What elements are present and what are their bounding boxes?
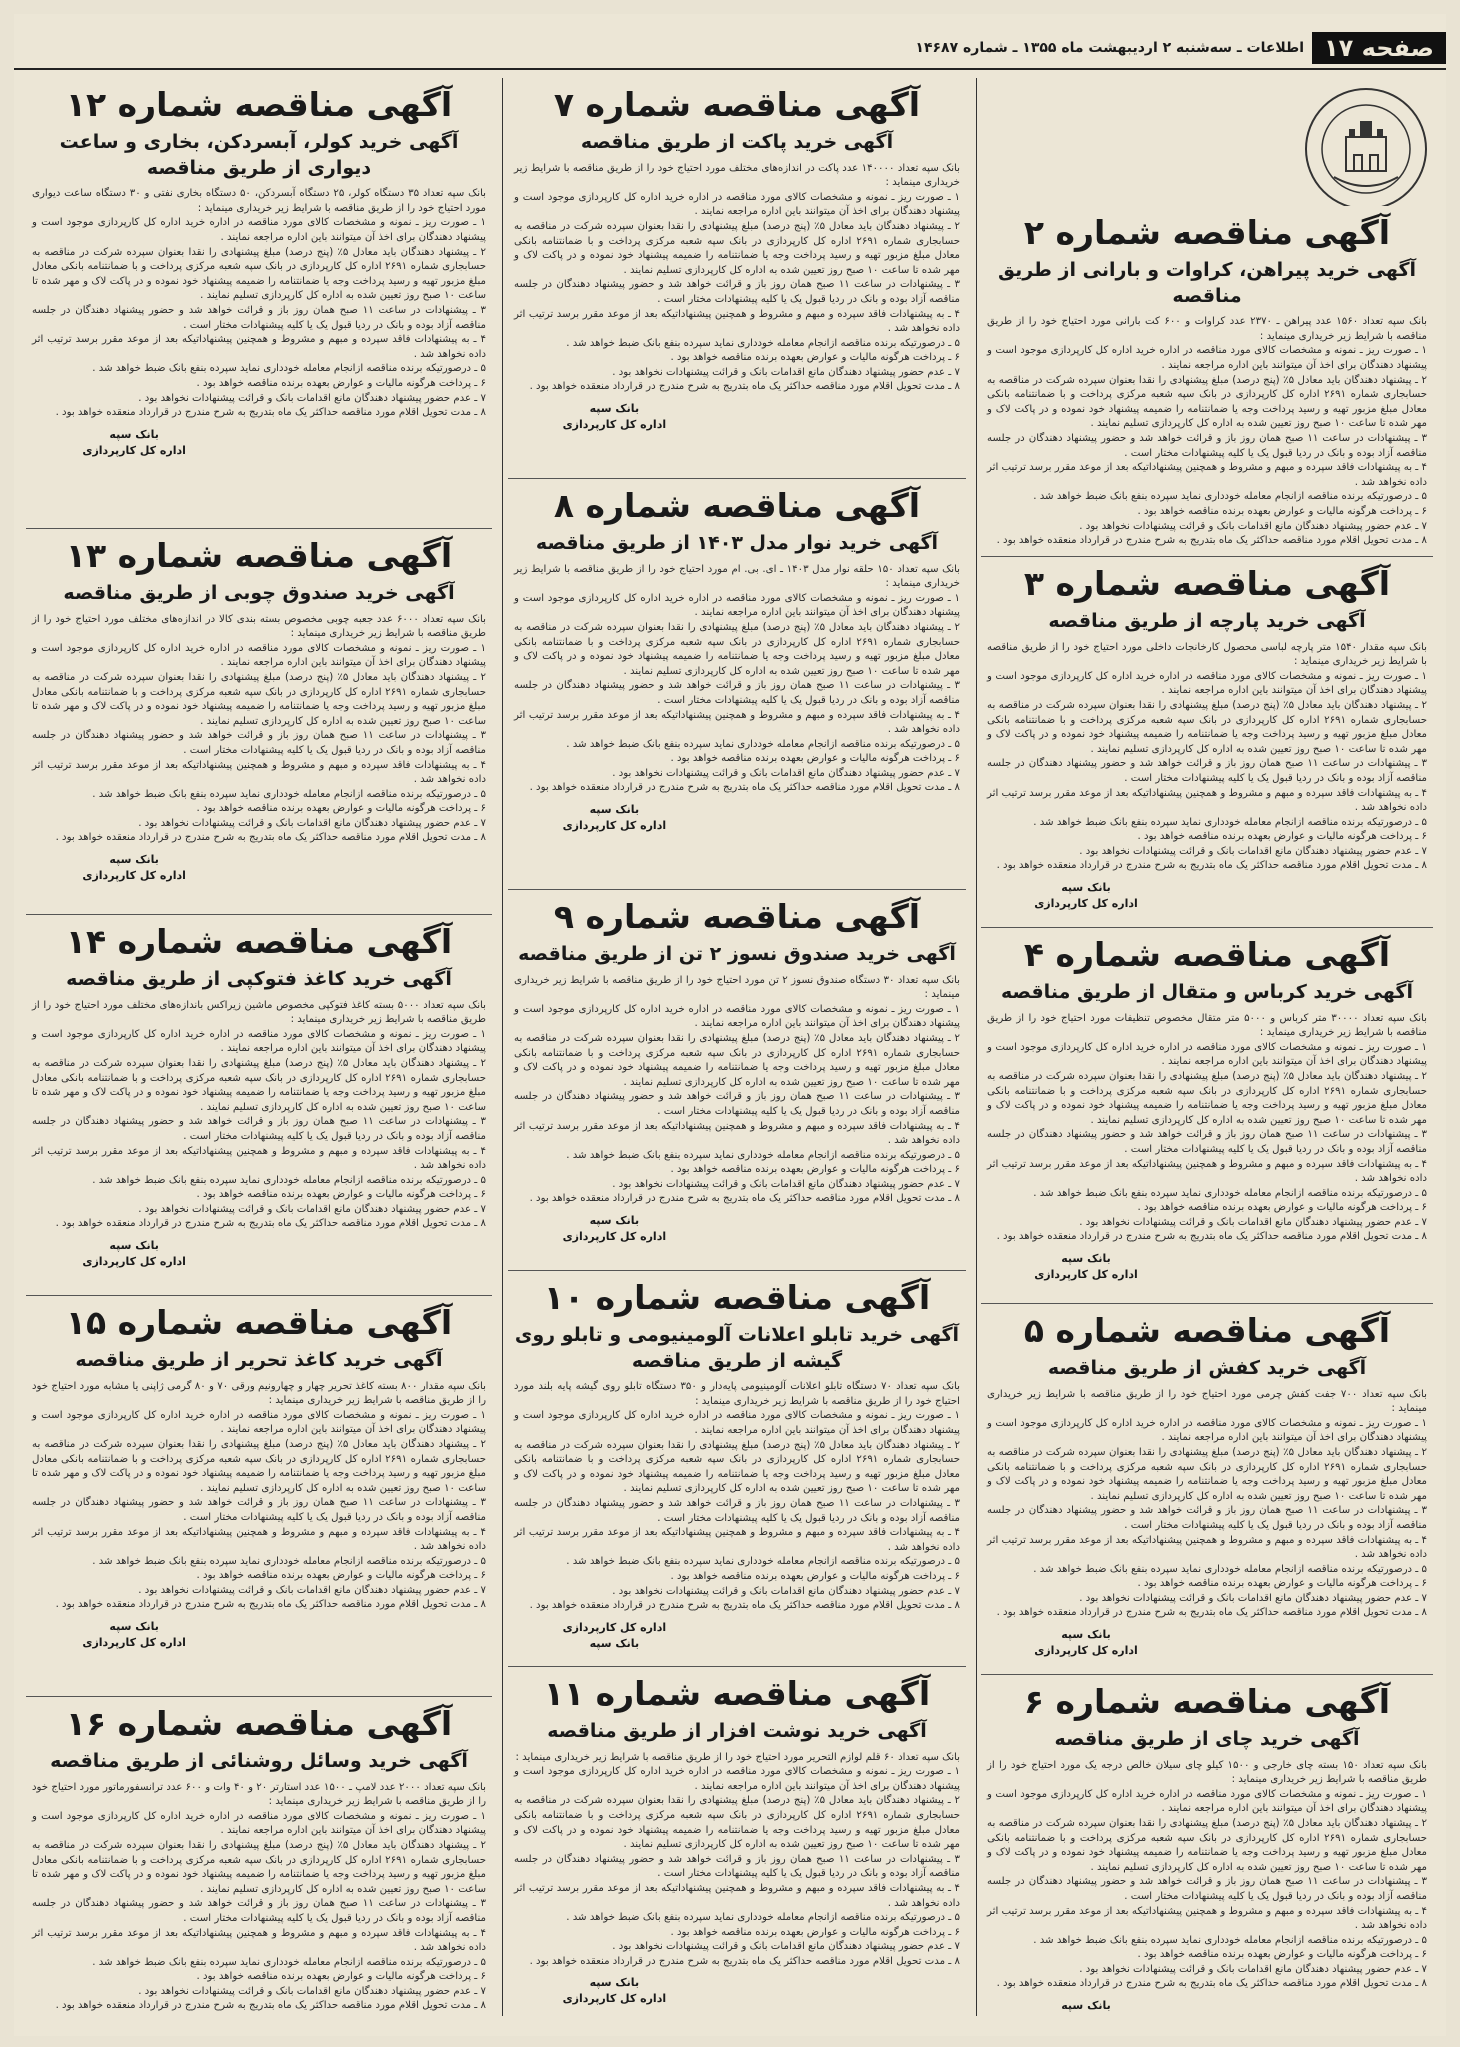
page-number: صفحه ۱۷ [1312, 32, 1446, 64]
tender-notice-13 [26, 529, 492, 915]
notice-title: آگهی مناقصه شماره ۱۲ [65, 85, 453, 124]
tender-notice-7 [508, 78, 966, 479]
bank-sepah-logo-icon [1305, 88, 1427, 206]
notice-title: آگهی مناقصه شماره ۱۶ [65, 1704, 453, 1743]
notice-title: آگهی مناقصه شماره ۸ [553, 486, 921, 525]
notice-subtitle: آگهی خرید چای از طریق مناقصه [1054, 1727, 1360, 1750]
tender-notice-11 [508, 1667, 966, 2016]
tender-notice-12 [26, 78, 492, 529]
notice-subtitle: آگهی خرید پیراهن، کراوات و بارانی از طریق مناقصه [997, 258, 1417, 307]
notice-title: آگهی مناقصه شماره ۶ [1023, 1682, 1391, 1721]
notice-signature: بانک سپه اداره کل کارپردازی [1034, 1252, 1138, 1282]
notice-body: بانک سپه تعداد ۲۰۰۰ عدد لامپ ـ ۱۵۰۰ عدد استارتر ۲۰ و ۴۰ وات و ۶۰۰ عدد ترانسفورماتور مورد احتیاج خود را از طریق مناقصه با شرایط زیر خریداری مینماید : ۱ ـ صورت ریز ـ نمونه و مشخصات کالای مورد مناقصه در اداره خرید اداره کل کارپردازی موجود است و پیشنهاد دهندگان برای اخذ آن میتوانند باین اداره مراجعه نمایند . ۲ ـ پیشنهاد دهندگان باید معادل ۵٪ (پنج درصد) مبلغ پیشنهادی را نقدا بعنوان سپرده شرکت در مناقصه به حسابجاری شماره ۲۶۹۱ اداره کل کارپردازی در بانک سپه شعبه مرکزی پرداخت و با ضمانتنامه بانکی معادل مبلغ مزبور تهیه و رسید پرداخت وجه یا ضمانتنامه را ضمیمه پیشنهاد خود نموده و در پاکت لاک و مهر شده تا ساعت ۱۰ صبح روز تعیین شده به اداره کل کارپردازی تسلیم نمایند . ۳ ـ پیشنهادات در ساعت ۱۱ صبح همان روز باز و قرائت خواهد شد و حضور پیشنهاد دهندگان در جلسه مناقصه آزاد بوده و بانک در ردیا قبول یک یا کلیه پیشنهادات مختار است . ۴ ـ به پیشنهادات فاقد سپرده و مبهم و مشروط و همچنین پیشنهاداتیکه بعد از موعد مقرر برسد ترتیب اثر داده نخواهد شد . ۵ ـ درصورتیکه برنده مناقصه ازانجام معامله خودداری نماید سپرده بنفع بانک ضبط خواهد شد . ۶ ـ پرداخت هرگونه مالیات و عوارض بعهده برنده مناقصه خواهد بود . ۷ ـ عدم حضور پیشنهاد دهندگان مانع اقدامات بانک و قرائت پیشنهادات نخواهد بود . ۸ ـ مدت تحویل اقلام مورد مناقصه حداکثر یک ماه بتدریج به شرح مندرج در قرارداد منعقده خواهد بود . [32, 1781, 487, 2012]
notice-body: بانک سپه تعداد ۱۵۰ بسته چای خارجی و ۱۵۰۰ کیلو چای سیلان خالص درجه یک مورد احتیاج خود را از طریق مناقصه با شرایط زیر خریداری مینماید : ۱ ـ صورت ریز ـ نمونه و مشخصات کالای مورد مناقصه در اداره خرید اداره کل کارپردازی موجود است و پیشنهاد دهندگان برای اخذ آن میتوانند باین اداره مراجعه نمایند . ۲ ـ پیشنهاد دهندگان باید معادل ۵٪ (پنج درصد) مبلغ پیشنهادی را نقدا بعنوان سپرده شرکت در مناقصه به حسابجاری شماره ۲۶۹۱ اداره کل کارپردازی در بانک سپه شعبه مرکزی پرداخت و با ضمانتنامه بانکی معادل مبلغ مزبور تهیه و رسید پرداخت وجه یا ضمانتنامه را ضمیمه پیشنهاد خود نموده و در پاکت لاک و مهر شده تا ساعت ۱۰ صبح روز تعیین شده به اداره کل کارپردازی تسلیم نمایند . ۳ ـ پیشنهادات در ساعت ۱۱ صبح همان روز باز و قرائت خواهد شد و حضور پیشنهاد دهندگان در جلسه مناقصه آزاد بوده و بانک در ردیا قبول یک یا کلیه پیشنهادات مختار است . ۴ ـ به پیشنهادات فاقد سپرده و مبهم و مشروط و همچنین پیشنهاداتیکه بعد از موعد مقرر برسد ترتیب اثر داده نخواهد شد . ۵ ـ درصورتیکه برنده مناقصه ازانجام معامله خودداری نماید سپرده بنفع بانک ضبط خواهد شد . ۶ ـ پرداخت هرگونه مالیات و عوارض بعهده برنده مناقصه خواهد بود . ۷ ـ عدم حضور پیشنهاد دهندگان مانع اقدامات بانک و قرائت پیشنهادات نخواهد بود . ۸ ـ مدت تحویل اقلام مورد مناقصه حداکثر یک ماه بتدریج به شرح مندرج در قرارداد منعقده خواهد بود . [987, 1759, 1428, 1990]
notice-signature: بانک سپه اداره کل کارپردازی [562, 402, 667, 432]
notice-body: بانک سپه مقدار ۸۰۰ بسته کاغذ تحریر چهار و چهارونیم ورقی ۷۰ و ۸۰ گرمی ژاپنی یا مشابه مورد احتیاج خود را از طریق مناقصه با شرایط زیر خریداری مینماید : ۱ ـ صورت ریز ـ نمونه و مشخصات کالای مورد مناقصه در اداره خرید اداره کل کارپردازی موجود است و پیشنهاد دهندگان برای اخذ آن میتوانند باین اداره مراجعه نمایند . ۲ ـ پیشنهاد دهندگان باید معادل ۵٪ (پنج درصد) مبلغ پیشنهادی را نقدا بعنوان سپرده شرکت در مناقصه به حسابجاری شماره ۲۶۹۱ اداره کل کارپردازی در بانک سپه شعبه مرکزی پرداخت و با ضمانتنامه بانکی معادل مبلغ مزبور تهیه و رسید پرداخت وجه یا ضمانتنامه را ضمیمه پیشنهاد خود نموده و در پاکت لاک و مهر شده تا ساعت ۱۰ صبح روز تعیین شده به اداره کل کارپردازی تسلیم نمایند . ۳ ـ پیشنهادات در ساعت ۱۱ صبح همان روز باز و قرائت خواهد شد و حضور پیشنهاد دهندگان در جلسه مناقصه آزاد بوده و بانک در ردیا قبول یک یا کلیه پیشنهادات مختار است . ۴ ـ به پیشنهادات فاقد سپرده و مبهم و مشروط و همچنین پیشنهاداتیکه بعد از موعد مقرر برسد ترتیب اثر داده نخواهد شد . ۵ ـ درصورتیکه برنده مناقصه ازانجام معامله خودداری نماید سپرده بنفع بانک ضبط خواهد شد . ۶ ـ پرداخت هرگونه مالیات و عوارض بعهده برنده مناقصه خواهد بود . ۷ ـ عدم حضور پیشنهاد دهندگان مانع اقدامات بانک و قرائت پیشنهادات نخواهد بود . ۸ ـ مدت تحویل اقلام مورد مناقصه حداکثر یک ماه بتدریج به شرح مندرج در قرارداد منعقده خواهد بود . [32, 1380, 487, 1611]
notice-signature: بانک سپه اداره کل کارپردازی [1034, 881, 1138, 911]
notice-title: آگهی مناقصه شماره ۹ [553, 897, 921, 936]
notice-subtitle: آگهی خرید صندوق نسوز ۲ تن از طریق مناقصه [518, 942, 956, 965]
tender-notice-9 [508, 890, 966, 1271]
notice-body: بانک سپه تعداد ۶۰ قلم لوازم التحریر مورد احتیاج خود را از طریق مناقصه با شرایط زیر خریداری مینماید : ۱ ـ صورت ریز ـ نمونه و مشخصات کالای مورد مناقصه در اداره خرید اداره کل کارپردازی موجود است و پیشنهاد دهندگان برای اخذ آن میتوانند باین اداره مراجعه نمایند . ۲ ـ پیشنهاد دهندگان باید معادل ۵٪ (پنج درصد) مبلغ پیشنهادی را نقدا بعنوان سپرده شرکت در مناقصه به حسابجاری شماره ۲۶۹۱ اداره کل کارپردازی در بانک سپه شعبه مرکزی پرداخت و با ضمانتنامه بانکی معادل مبلغ مزبور تهیه و رسید پرداخت وجه یا ضمانتنامه را ضمیمه پیشنهاد خود نموده و در پاکت لاک و مهر شده تا ساعت ۱۰ صبح روز تعیین شده به اداره کل کارپردازی تسلیم نمایند . ۳ ـ پیشنهادات در ساعت ۱۱ صبح همان روز باز و قرائت خواهد شد و حضور پیشنهاد دهندگان در جلسه مناقصه آزاد بوده و بانک در ردیا قبول یک یا کلیه پیشنهادات مختار است . ۴ ـ به پیشنهادات فاقد سپرده و مبهم و مشروط و همچنین پیشنهاداتیکه بعد از موعد مقرر برسد ترتیب اثر داده نخواهد شد . ۵ ـ درصورتیکه برنده مناقصه ازانجام معامله خودداری نماید سپرده بنفع بانک ضبط خواهد شد . ۶ ـ پرداخت هرگونه مالیات و عوارض بعهده برنده مناقصه خواهد بود . ۷ ـ عدم حضور پیشنهاد دهندگان مانع اقدامات بانک و قرائت پیشنهادات نخواهد بود . ۸ ـ مدت تحویل اقلام مورد مناقصه حداکثر یک ماه بتدریج به شرح مندرج در قرارداد منعقده خواهد بود . [514, 1751, 961, 1967]
notice-signature: اداره کل کارپردازی بانک سپه [562, 1620, 667, 1650]
notice-signature: بانک سپه اداره کل کارپردازی [82, 1239, 186, 1269]
notice-signature: بانک سپه اداره کل کارپردازی [82, 1620, 186, 1650]
notice-subtitle: آگهی خرید کفش از طریق مناقصه [1047, 1356, 1367, 1379]
notice-signature: بانک سپه [1061, 1999, 1111, 2013]
column-right [981, 78, 1433, 2016]
page-header [14, 28, 1446, 70]
notice-signature: بانک سپه اداره کل کارپردازی [562, 1976, 667, 2006]
newspaper-page [14, 14, 1446, 2036]
tender-notice-2 [981, 206, 1433, 557]
column-left [26, 78, 503, 2016]
tender-notice-15 [26, 1296, 492, 1697]
tender-notice-10 [508, 1271, 966, 1667]
notice-subtitle: آگهی خرید تابلو اعلانات آلومینیومی و تابلو روی گیشه از طریق مناقصه [514, 1323, 960, 1372]
notice-body: بانک سپه تعداد ۶۰۰۰ عدد جعبه چوبی مخصوص بسته بندی کالا در اندازه‌های مختلف مورد احتیاج خود را از طریق مناقصه با شرایط زیر خریداری مینماید : ۱ ـ صورت ریز ـ نمونه و مشخصات کالای مورد مناقصه در اداره خرید اداره کل کارپردازی موجود است و پیشنهاد دهندگان برای اخذ آن میتوانند باین اداره مراجعه نمایند . ۲ ـ پیشنهاد دهندگان باید معادل ۵٪ (پنج درصد) مبلغ پیشنهادی را نقدا بعنوان سپرده شرکت در مناقصه به حسابجاری شماره ۲۶۹۱ اداره کل کارپردازی در بانک سپه شعبه مرکزی پرداخت و با ضمانتنامه بانکی معادل مبلغ مزبور تهیه و رسید پرداخت وجه یا ضمانتنامه را ضمیمه پیشنهاد خود نموده و در پاکت لاک و مهر شده تا ساعت ۱۰ صبح روز تعیین شده به اداره کل کارپردازی تسلیم نمایند . ۳ ـ پیشنهادات در ساعت ۱۱ صبح همان روز باز و قرائت خواهد شد و حضور پیشنهاد دهندگان در جلسه مناقصه آزاد بوده و بانک در ردیا قبول یک یا کلیه پیشنهادات مختار است . ۴ ـ به پیشنهادات فاقد سپرده و مبهم و مشروط و همچنین پیشنهاداتیکه بعد از موعد مقرر برسد ترتیب اثر داده نخواهد شد . ۵ ـ درصورتیکه برنده مناقصه ازانجام معامله خودداری نماید سپرده بنفع بانک ضبط خواهد شد . ۶ ـ پرداخت هرگونه مالیات و عوارض بعهده برنده مناقصه خواهد بود . ۷ ـ عدم حضور پیشنهاد دهندگان مانع اقدامات بانک و قرائت پیشنهادات نخواهد بود . ۸ ـ مدت تحویل اقلام مورد مناقصه حداکثر یک ماه بتدریج به شرح مندرج در قرارداد منعقده خواهد بود . [32, 613, 487, 844]
notice-body: بانک سپه تعداد ۷۰ دستگاه تابلو اعلانات آلومینیومی پایه‌دار و ۳۵۰ دستگاه تابلو روی گیشه پایه بلند مورد احتیاج خود را از طریق مناقصه با شرایط زیر خریداری مینماید : ۱ ـ صورت ریز ـ نمونه و مشخصات کالای مورد مناقصه در اداره خرید اداره کل کارپردازی موجود است و پیشنهاد دهندگان برای اخذ آن میتوانند باین اداره مراجعه نمایند . ۲ ـ پیشنهاد دهندگان باید معادل ۵٪ (پنج درصد) مبلغ پیشنهادی را نقدا بعنوان سپرده شرکت در مناقصه به حسابجاری شماره ۲۶۹۱ اداره کل کارپردازی در بانک سپه شعبه مرکزی پرداخت و با ضمانتنامه بانکی معادل مبلغ مزبور تهیه و رسید پرداخت وجه یا ضمانتنامه را ضمیمه پیشنهاد خود نموده و در پاکت لاک و مهر شده تا ساعت ۱۰ صبح روز تعیین شده به اداره کل کارپردازی تسلیم نمایند . ۳ ـ پیشنهادات در ساعت ۱۱ صبح همان روز باز و قرائت خواهد شد و حضور پیشنهاد دهندگان در جلسه مناقصه آزاد بوده و بانک در ردیا قبول یک یا کلیه پیشنهادات مختار است . ۴ ـ به پیشنهادات فاقد سپرده و مبهم و مشروط و همچنین پیشنهاداتیکه بعد از موعد مقرر برسد ترتیب اثر داده نخواهد شد . ۵ ـ درصورتیکه برنده مناقصه ازانجام معامله خودداری نماید سپرده بنفع بانک ضبط خواهد شد . ۶ ـ پرداخت هرگونه مالیات و عوارض بعهده برنده مناقصه خواهد بود . ۷ ـ عدم حضور پیشنهاد دهندگان مانع اقدامات بانک و قرائت پیشنهادات نخواهد بود . ۸ ـ مدت تحویل اقلام مورد مناقصه حداکثر یک ماه بتدریج به شرح مندرج در قرارداد منعقده خواهد بود . [514, 1381, 961, 1612]
tender-notice-5 [981, 1304, 1433, 1675]
bank-emblem [981, 78, 1433, 206]
notice-signature: بانک سپه اداره کل کارپردازی [562, 803, 667, 833]
notice-title: آگهی مناقصه شماره ۱۰ [543, 1278, 931, 1317]
notice-body: بانک سپه تعداد ۵۰۰۰ بسته کاغذ فتوکپی مخصوص ماشین زیراکس باندازه‌های مختلف مورد احتیاج خود را از طریق مناقصه با شرایط زیر خریداری مینماید : ۱ ـ صورت ریز ـ نمونه و مشخصات کالای مورد مناقصه در اداره خرید اداره کل کارپردازی موجود است و پیشنهاد دهندگان برای اخذ آن میتوانند باین اداره مراجعه نمایند . ۲ ـ پیشنهاد دهندگان باید معادل ۵٪ (پنج درصد) مبلغ پیشنهادی را نقدا بعنوان سپرده شرکت در مناقصه به حسابجاری شماره ۲۶۹۱ اداره کل کارپردازی در بانک سپه شعبه مرکزی پرداخت و با ضمانتنامه بانکی معادل مبلغ مزبور تهیه و رسید پرداخت وجه یا ضمانتنامه را ضمیمه پیشنهاد خود نموده و در پاکت لاک و مهر شده تا ساعت ۱۰ صبح روز تعیین شده به اداره کل کارپردازی تسلیم نمایند . ۳ ـ پیشنهادات در ساعت ۱۱ صبح همان روز باز و قرائت خواهد شد و حضور پیشنهاد دهندگان در جلسه مناقصه آزاد بوده و بانک در ردیا قبول یک یا کلیه پیشنهادات مختار است . ۴ ـ به پیشنهادات فاقد سپرده و مبهم و مشروط و همچنین پیشنهاداتیکه بعد از موعد مقرر برسد ترتیب اثر داده نخواهد شد . ۵ ـ درصورتیکه برنده مناقصه ازانجام معامله خودداری نماید سپرده بنفع بانک ضبط خواهد شد . ۶ ـ پرداخت هرگونه مالیات و عوارض بعهده برنده مناقصه خواهد بود . ۷ ـ عدم حضور پیشنهاد دهندگان مانع اقدامات بانک و قرائت پیشنهادات نخواهد بود . ۸ ـ مدت تحویل اقلام مورد مناقصه حداکثر یک ماه بتدریج به شرح مندرج در قرارداد منعقده خواهد بود . [32, 999, 487, 1230]
tender-notice-6 [981, 1675, 1433, 2016]
notice-title: آگهی مناقصه شماره ۲ [1023, 213, 1391, 252]
notice-body: بانک سپه تعداد ۷۰۰ جفت کفش چرمی مورد احتیاج خود را از طریق مناقصه با شرایط زیر خریداری مینماید : ۱ ـ صورت ریز ـ نمونه و مشخصات کالای مورد مناقصه در اداره خرید اداره کل کارپردازی موجود است و پیشنهاد دهندگان برای اخذ آن میتوانند باین اداره مراجعه نمایند . ۲ ـ پیشنهاد دهندگان باید معادل ۵٪ (پنج درصد) مبلغ پیشنهادی را نقدا بعنوان سپرده شرکت در مناقصه به حسابجاری شماره ۲۶۹۱ اداره کل کارپردازی در بانک سپه شعبه مرکزی پرداخت و با ضمانتنامه بانکی معادل مبلغ مزبور تهیه و رسید پرداخت وجه یا ضمانتنامه را ضمیمه پیشنهاد خود نموده و در پاکت لاک و مهر شده تا ساعت ۱۰ صبح روز تعیین شده به اداره کل کارپردازی تسلیم نمایند . ۳ ـ پیشنهادات در ساعت ۱۱ صبح همان روز باز و قرائت خواهد شد و حضور پیشنهاد دهندگان در جلسه مناقصه آزاد بوده و بانک در ردیا قبول یک یا کلیه پیشنهادات مختار است . ۴ ـ به پیشنهادات فاقد سپرده و مبهم و مشروط و همچنین پیشنهاداتیکه بعد از موعد مقرر برسد ترتیب اثر داده نخواهد شد . ۵ ـ درصورتیکه برنده مناقصه ازانجام معامله خودداری نماید سپرده بنفع بانک ضبط خواهد شد . ۶ ـ پرداخت هرگونه مالیات و عوارض بعهده برنده مناقصه خواهد بود . ۷ ـ عدم حضور پیشنهاد دهندگان مانع اقدامات بانک و قرائت پیشنهادات نخواهد بود . ۸ ـ مدت تحویل اقلام مورد مناقصه حداکثر یک ماه بتدریج به شرح مندرج در قرارداد منعقده خواهد بود . [987, 1388, 1428, 1619]
notice-signature: بانک سپه اداره کل کارپردازی [82, 427, 186, 457]
notice-subtitle: آگهی خرید کاغذ تحریر از طریق مناقصه [75, 1348, 443, 1371]
notice-signature: بانک سپه اداره کل کارپردازی [562, 1214, 667, 1244]
notice-signature: بانک سپه اداره کل کارپردازی [1034, 1628, 1138, 1658]
tender-notice-8 [508, 479, 966, 890]
notice-title: آگهی مناقصه شماره ۱۴ [65, 922, 453, 961]
notice-title: آگهی مناقصه شماره ۷ [553, 85, 921, 124]
notice-title: آگهی مناقصه شماره ۱۱ [543, 1674, 931, 1713]
notice-subtitle: آگهی خرید کاغذ فتوکپی از طریق مناقصه [66, 967, 452, 990]
notice-title: آگهی مناقصه شماره ۱۳ [65, 536, 453, 575]
tender-notice-14 [26, 915, 492, 1296]
tender-notice-16 [26, 1697, 492, 2016]
notice-subtitle: آگهی خرید کرباس و متقال از طریق مناقصه [1001, 980, 1413, 1003]
notice-body: بانک سپه تعداد ۳۰ دستگاه صندوق نسوز ۲ تن مورد احتیاج خود را از طریق مناقصه با شرایط زیر خریداری مینماید : ۱ ـ صورت ریز ـ نمونه و مشخصات کالای مورد مناقصه در اداره خرید اداره کل کارپردازی موجود است و پیشنهاد دهندگان برای اخذ آن میتوانند باین اداره مراجعه نمایند . ۲ ـ پیشنهاد دهندگان باید معادل ۵٪ (پنج درصد) مبلغ پیشنهادی را نقدا بعنوان سپرده شرکت در مناقصه به حسابجاری شماره ۲۶۹۱ اداره کل کارپردازی در بانک سپه شعبه مرکزی پرداخت و با ضمانتنامه بانکی معادل مبلغ مزبور تهیه و رسید پرداخت وجه یا ضمانتنامه را ضمیمه پیشنهاد خود نموده و در پاکت لاک و مهر شده تا ساعت ۱۰ صبح روز تعیین شده به اداره کل کارپردازی تسلیم نمایند . ۳ ـ پیشنهادات در ساعت ۱۱ صبح همان روز باز و قرائت خواهد شد و حضور پیشنهاد دهندگان در جلسه مناقصه آزاد بوده و بانک در ردیا قبول یک یا کلیه پیشنهادات مختار است . ۴ ـ به پیشنهادات فاقد سپرده و مبهم و مشروط و همچنین پیشنهاداتیکه بعد از موعد مقرر برسد ترتیب اثر داده نخواهد شد . ۵ ـ درصورتیکه برنده مناقصه ازانجام معامله خودداری نماید سپرده بنفع بانک ضبط خواهد شد . ۶ ـ پرداخت هرگونه مالیات و عوارض بعهده برنده مناقصه خواهد بود . ۷ ـ عدم حضور پیشنهاد دهندگان مانع اقدامات بانک و قرائت پیشنهادات نخواهد بود . ۸ ـ مدت تحویل اقلام مورد مناقصه حداکثر یک ماه بتدریج به شرح مندرج در قرارداد منعقده خواهد بود . [514, 974, 961, 1205]
notice-body: بانک سپه تعداد ۱۵۶۰ عدد پیراهن ـ ۲۳۷۰ عدد کراوات و ۶۰۰ کت بارانی مورد احتیاج خود را از طریق مناقصه با شرایط زیر خریداری مینماید : ۱ ـ صورت ریز ـ نمونه و مشخصات کالای مورد مناقصه در اداره خرید اداره کل کارپردازی موجود است و پیشنهاد دهندگان برای اخذ آن میتوانند باین اداره مراجعه نمایند . ۲ ـ پیشنهاد دهندگان باید معادل ۵٪ (پنج درصد) مبلغ پیشنهادی را نقدا بعنوان سپرده شرکت در مناقصه به حسابجاری شماره ۲۶۹۱ اداره کل کارپردازی در بانک سپه شعبه مرکزی پرداخت و با ضمانتنامه بانکی معادل مبلغ مزبور تهیه و رسید پرداخت وجه یا ضمانتنامه را ضمیمه پیشنهاد خود نموده و در پاکت لاک و مهر شده تا ساعت ۱۰ صبح روز تعیین شده به اداره کل کارپردازی تسلیم نمایند . ۳ ـ پیشنهادات در ساعت ۱۱ صبح همان روز باز و قرائت خواهد شد و حضور پیشنهاد دهندگان در جلسه مناقصه آزاد بوده و بانک در ردیا قبول یک یا کلیه پیشنهادات مختار است . ۴ ـ به پیشنهادات فاقد سپرده و مبهم و مشروط و همچنین پیشنهاداتیکه بعد از موعد مقرر برسد ترتیب اثر داده نخواهد شد . ۵ ـ درصورتیکه برنده مناقصه ازانجام معامله خودداری نماید سپرده بنفع بانک ضبط خواهد شد . ۶ ـ پرداخت هرگونه مالیات و عوارض بعهده برنده مناقصه خواهد بود . ۷ ـ عدم حضور پیشنهاد دهندگان مانع اقدامات بانک و قرائت پیشنهادات نخواهد بود . ۸ ـ مدت تحویل اقلام مورد مناقصه حداکثر یک ماه بتدریج به شرح مندرج در قرارداد منعقده خواهد بود . [987, 316, 1428, 547]
notice-subtitle: آگهی خرید صندوق چوبی از طریق مناقصه [63, 581, 455, 604]
notice-subtitle: آگهی خرید وسائل روشنائی از طریق مناقصه [50, 1749, 468, 1772]
notice-subtitle: آگهی خرید پارچه از طریق مناقصه [1048, 609, 1366, 632]
tender-notice-3 [981, 557, 1433, 928]
notice-body: بانک سپه تعداد ۳۰۰۰۰ متر کرباس و ۵۰۰۰ متر متقال مخصوص تنظیفات مورد احتیاج خود را از طریق مناقصه با شرایط زیر خریداری مینماید : ۱ ـ صورت ریز ـ نمونه و مشخصات کالای مورد مناقصه در اداره خرید اداره کل کارپردازی موجود است و پیشنهاد دهندگان برای اخذ آن میتوانند باین اداره مراجعه نمایند . ۲ ـ پیشنهاد دهندگان باید معادل ۵٪ (پنج درصد) مبلغ پیشنهادی را نقدا بعنوان سپرده شرکت در مناقصه به حسابجاری شماره ۲۶۹۱ اداره کل کارپردازی در بانک سپه شعبه مرکزی پرداخت و با ضمانتنامه بانکی معادل مبلغ مزبور تهیه و رسید پرداخت وجه یا ضمانتنامه را ضمیمه پیشنهاد خود نموده و در پاکت لاک و مهر شده تا ساعت ۱۰ صبح روز تعیین شده به اداره کل کارپردازی تسلیم نمایند . ۳ ـ پیشنهادات در ساعت ۱۱ صبح همان روز باز و قرائت خواهد شد و حضور پیشنهاد دهندگان در جلسه مناقصه آزاد بوده و بانک در ردیا قبول یک یا کلیه پیشنهادات مختار است . ۴ ـ به پیشنهادات فاقد سپرده و مبهم و مشروط و همچنین پیشنهاداتیکه بعد از موعد مقرر برسد ترتیب اثر داده نخواهد شد . ۵ ـ درصورتیکه برنده مناقصه ازانجام معامله خودداری نماید سپرده بنفع بانک ضبط خواهد شد . ۶ ـ پرداخت هرگونه مالیات و عوارض بعهده برنده مناقصه خواهد بود . ۷ ـ عدم حضور پیشنهاد دهندگان مانع اقدامات بانک و قرائت پیشنهادات نخواهد بود . ۸ ـ مدت تحویل اقلام مورد مناقصه حداکثر یک ماه بتدریج به شرح مندرج در قرارداد منعقده خواهد بود . [987, 1012, 1428, 1243]
notice-body: بانک سپه تعداد ۳۵ دستگاه کولر، ۲۵ دستگاه آبسردکن، ۵۰ دستگاه بخاری نفتی و ۳۰ دستگاه ساعت دیواری مورد احتیاج خود را از طریق مناقصه با شرایط زیر خریداری مینماید : ۱ ـ صورت ریز ـ نمونه و مشخصات کالای مورد مناقصه در اداره خرید اداره کل کارپردازی موجود است و پیشنهاد دهندگان برای اخذ آن میتوانند باین اداره مراجعه نمایند . ۲ ـ پیشنهاد دهندگان باید معادل ۵٪ (پنج درصد) مبلغ پیشنهادی را نقدا بعنوان سپرده شرکت در مناقصه به حسابجاری شماره ۲۶۹۱ اداره کل کارپردازی در بانک سپه شعبه مرکزی پرداخت و با ضمانتنامه بانکی معادل مبلغ مزبور تهیه و رسید پرداخت وجه یا ضمانتنامه را ضمیمه پیشنهاد خود نموده و در پاکت لاک و مهر شده تا ساعت ۱۰ صبح روز تعیین شده به اداره کل کارپردازی تسلیم نمایند . ۳ ـ پیشنهادات در ساعت ۱۱ صبح همان روز باز و قرائت خواهد شد و حضور پیشنهاد دهندگان در جلسه مناقصه آزاد بوده و بانک در ردیا قبول یک یا کلیه پیشنهادات مختار است . ۴ ـ به پیشنهادات فاقد سپرده و مبهم و مشروط و همچنین پیشنهاداتیکه بعد از موعد مقرر برسد ترتیب اثر داده نخواهد شد . ۵ ـ درصورتیکه برنده مناقصه ازانجام معامله خودداری نماید سپرده بنفع بانک ضبط خواهد شد . ۶ ـ پرداخت هرگونه مالیات و عوارض بعهده برنده مناقصه خواهد بود . ۷ ـ عدم حضور پیشنهاد دهندگان مانع اقدامات بانک و قرائت پیشنهادات نخواهد بود . ۸ ـ مدت تحویل اقلام مورد مناقصه حداکثر یک ماه بتدریج به شرح مندرج در قرارداد منعقده خواهد بود . [32, 188, 487, 419]
notice-body: بانک سپه مقدار ۱۵۴۰ متر پارچه لباسی محصول کارخانجات داخلی مورد احتیاج خود را از طریق مناقصه با شرایط زیر خریداری مینماید : ۱ ـ صورت ریز ـ نمونه و مشخصات کالای مورد مناقصه در اداره خرید اداره کل کارپردازی موجود است و پیشنهاد دهندگان برای اخذ آن میتوانند باین اداره مراجعه نمایند . ۲ ـ پیشنهاد دهندگان باید معادل ۵٪ (پنج درصد) مبلغ پیشنهادی را نقدا بعنوان سپرده شرکت در مناقصه به حسابجاری شماره ۲۶۹۱ اداره کل کارپردازی در بانک سپه شعبه مرکزی پرداخت و با ضمانتنامه بانکی معادل مبلغ مزبور تهیه و رسید پرداخت وجه یا ضمانتنامه را ضمیمه پیشنهاد خود نموده و در پاکت لاک و مهر شده تا ساعت ۱۰ صبح روز تعیین شده به اداره کل کارپردازی تسلیم نمایند . ۳ ـ پیشنهادات در ساعت ۱۱ صبح همان روز باز و قرائت خواهد شد و حضور پیشنهاد دهندگان در جلسه مناقصه آزاد بوده و بانک در ردیا قبول یک یا کلیه پیشنهادات مختار است . ۴ ـ به پیشنهادات فاقد سپرده و مبهم و مشروط و همچنین پیشنهاداتیکه بعد از موعد مقرر برسد ترتیب اثر داده نخواهد شد . ۵ ـ درصورتیکه برنده مناقصه ازانجام معامله خودداری نماید سپرده بنفع بانک ضبط خواهد شد . ۶ ـ پرداخت هرگونه مالیات و عوارض بعهده برنده مناقصه خواهد بود . ۷ ـ عدم حضور پیشنهاد دهندگان مانع اقدامات بانک و قرائت پیشنهادات نخواهد بود . ۸ ـ مدت تحویل اقلام مورد مناقصه حداکثر یک ماه بتدریج به شرح مندرج در قرارداد منعقده خواهد بود . [987, 641, 1428, 872]
notice-body: بانک سپه تعداد ۱۴۰۰۰۰ عدد پاکت در اندازه‌های مختلف مورد احتیاج خود را از طریق مناقصه با شرایط زیر خریداری مینماید : ۱ ـ صورت ریز ـ نمونه و مشخصات کالای مورد مناقصه در اداره خرید اداره کل کارپردازی موجود است و پیشنهاد دهندگان برای اخذ آن میتوانند باین اداره مراجعه نمایند . ۲ ـ پیشنهاد دهندگان باید معادل ۵٪ (پنج درصد) مبلغ پیشنهادی را نقدا بعنوان سپرده شرکت در مناقصه به حسابجاری شماره ۲۶۹۱ اداره کل کارپردازی در بانک سپه شعبه مرکزی پرداخت و با ضمانتنامه بانکی معادل مبلغ مزبور تهیه و رسید پرداخت وجه یا ضمانتنامه را ضمیمه پیشنهاد خود نموده و در پاکت لاک و مهر شده تا ساعت ۱۰ صبح روز تعیین شده به اداره کل کارپردازی تسلیم نمایند . ۳ ـ پیشنهادات در ساعت ۱۱ صبح همان روز باز و قرائت خواهد شد و حضور پیشنهاد دهندگان در جلسه مناقصه آزاد بوده و بانک در ردیا قبول یک یا کلیه پیشنهادات مختار است . ۴ ـ به پیشنهادات فاقد سپرده و مبهم و مشروط و همچنین پیشنهاداتیکه بعد از موعد مقرر برسد ترتیب اثر داده نخواهد شد . ۵ ـ درصورتیکه برنده مناقصه ازانجام معامله خودداری نماید سپرده بنفع بانک ضبط خواهد شد . ۶ ـ پرداخت هرگونه مالیات و عوارض بعهده برنده مناقصه خواهد بود . ۷ ـ عدم حضور پیشنهاد دهندگان مانع اقدامات بانک و قرائت پیشنهادات نخواهد بود . ۸ ـ مدت تحویل اقلام مورد مناقصه حداکثر یک ماه بتدریج به شرح مندرج در قرارداد منعقده خواهد بود . [514, 162, 961, 393]
notice-body: بانک سپه تعداد ۱۵۰ حلقه نوار مدل ۱۴۰۳ ـ ای. بی. ام مورد احتیاج خود را از طریق مناقصه با شرایط زیر خریداری مینماید : ۱ ـ صورت ریز ـ نمونه و مشخصات کالای مورد مناقصه در اداره خرید اداره کل کارپردازی موجود است و پیشنهاد دهندگان برای اخذ آن میتوانند باین اداره مراجعه نمایند . ۲ ـ پیشنهاد دهندگان باید معادل ۵٪ (پنج درصد) مبلغ پیشنهادی را نقدا بعنوان سپرده شرکت در مناقصه به حسابجاری شماره ۲۶۹۱ اداره کل کارپردازی در بانک سپه شعبه مرکزی پرداخت و با ضمانتنامه بانکی معادل مبلغ مزبور تهیه و رسید پرداخت وجه یا ضمانتنامه را ضمیمه پیشنهاد خود نموده و در پاکت لاک و مهر شده تا ساعت ۱۰ صبح روز تعیین شده به اداره کل کارپردازی تسلیم نمایند . ۳ ـ پیشنهادات در ساعت ۱۱ صبح همان روز باز و قرائت خواهد شد و حضور پیشنهاد دهندگان در جلسه مناقصه آزاد بوده و بانک در ردیا قبول یک یا کلیه پیشنهادات مختار است . ۴ ـ به پیشنهادات فاقد سپرده و مبهم و مشروط و همچنین پیشنهاداتیکه بعد از موعد مقرر برسد ترتیب اثر داده نخواهد شد . ۵ ـ درصورتیکه برنده مناقصه ازانجام معامله خودداری نماید سپرده بنفع بانک ضبط خواهد شد . ۶ ـ پرداخت هرگونه مالیات و عوارض بعهده برنده مناقصه خواهد بود . ۷ ـ عدم حضور پیشنهاد دهندگان مانع اقدامات بانک و قرائت پیشنهادات نخواهد بود . ۸ ـ مدت تحویل اقلام مورد مناقصه حداکثر یک ماه بتدریج به شرح مندرج در قرارداد منعقده خواهد بود . [514, 563, 961, 794]
notice-title: آگهی مناقصه شماره ۱۵ [65, 1303, 453, 1342]
notice-title: آگهی مناقصه شماره ۳ [1023, 564, 1391, 603]
notice-subtitle: آگهی خرید پاکت از طریق مناقصه [580, 130, 894, 153]
notice-subtitle: آگهی خرید نوار مدل ۱۴۰۳ از طریق مناقصه [535, 531, 939, 554]
column-middle [508, 78, 977, 2016]
tender-notice-4 [981, 928, 1433, 1304]
notice-title: آگهی مناقصه شماره ۴ [1023, 935, 1391, 974]
notice-title: آگهی مناقصه شماره ۵ [1023, 1311, 1391, 1350]
notice-subtitle: آگهی خرید نوشت افزار از طریق مناقصه [547, 1719, 927, 1742]
notice-subtitle: آگهی خرید کولر، آبسردکن، بخاری و ساعت دیواری از طریق مناقصه [59, 130, 459, 179]
notice-signature: بانک سپه اداره کل کارپردازی [82, 853, 186, 883]
masthead: اطلاعات ـ سه‌شنبه ۲ اردیبهشت ماه ۱۳۵۵ ـ شماره ۱۴۶۸۷ [915, 40, 1305, 56]
